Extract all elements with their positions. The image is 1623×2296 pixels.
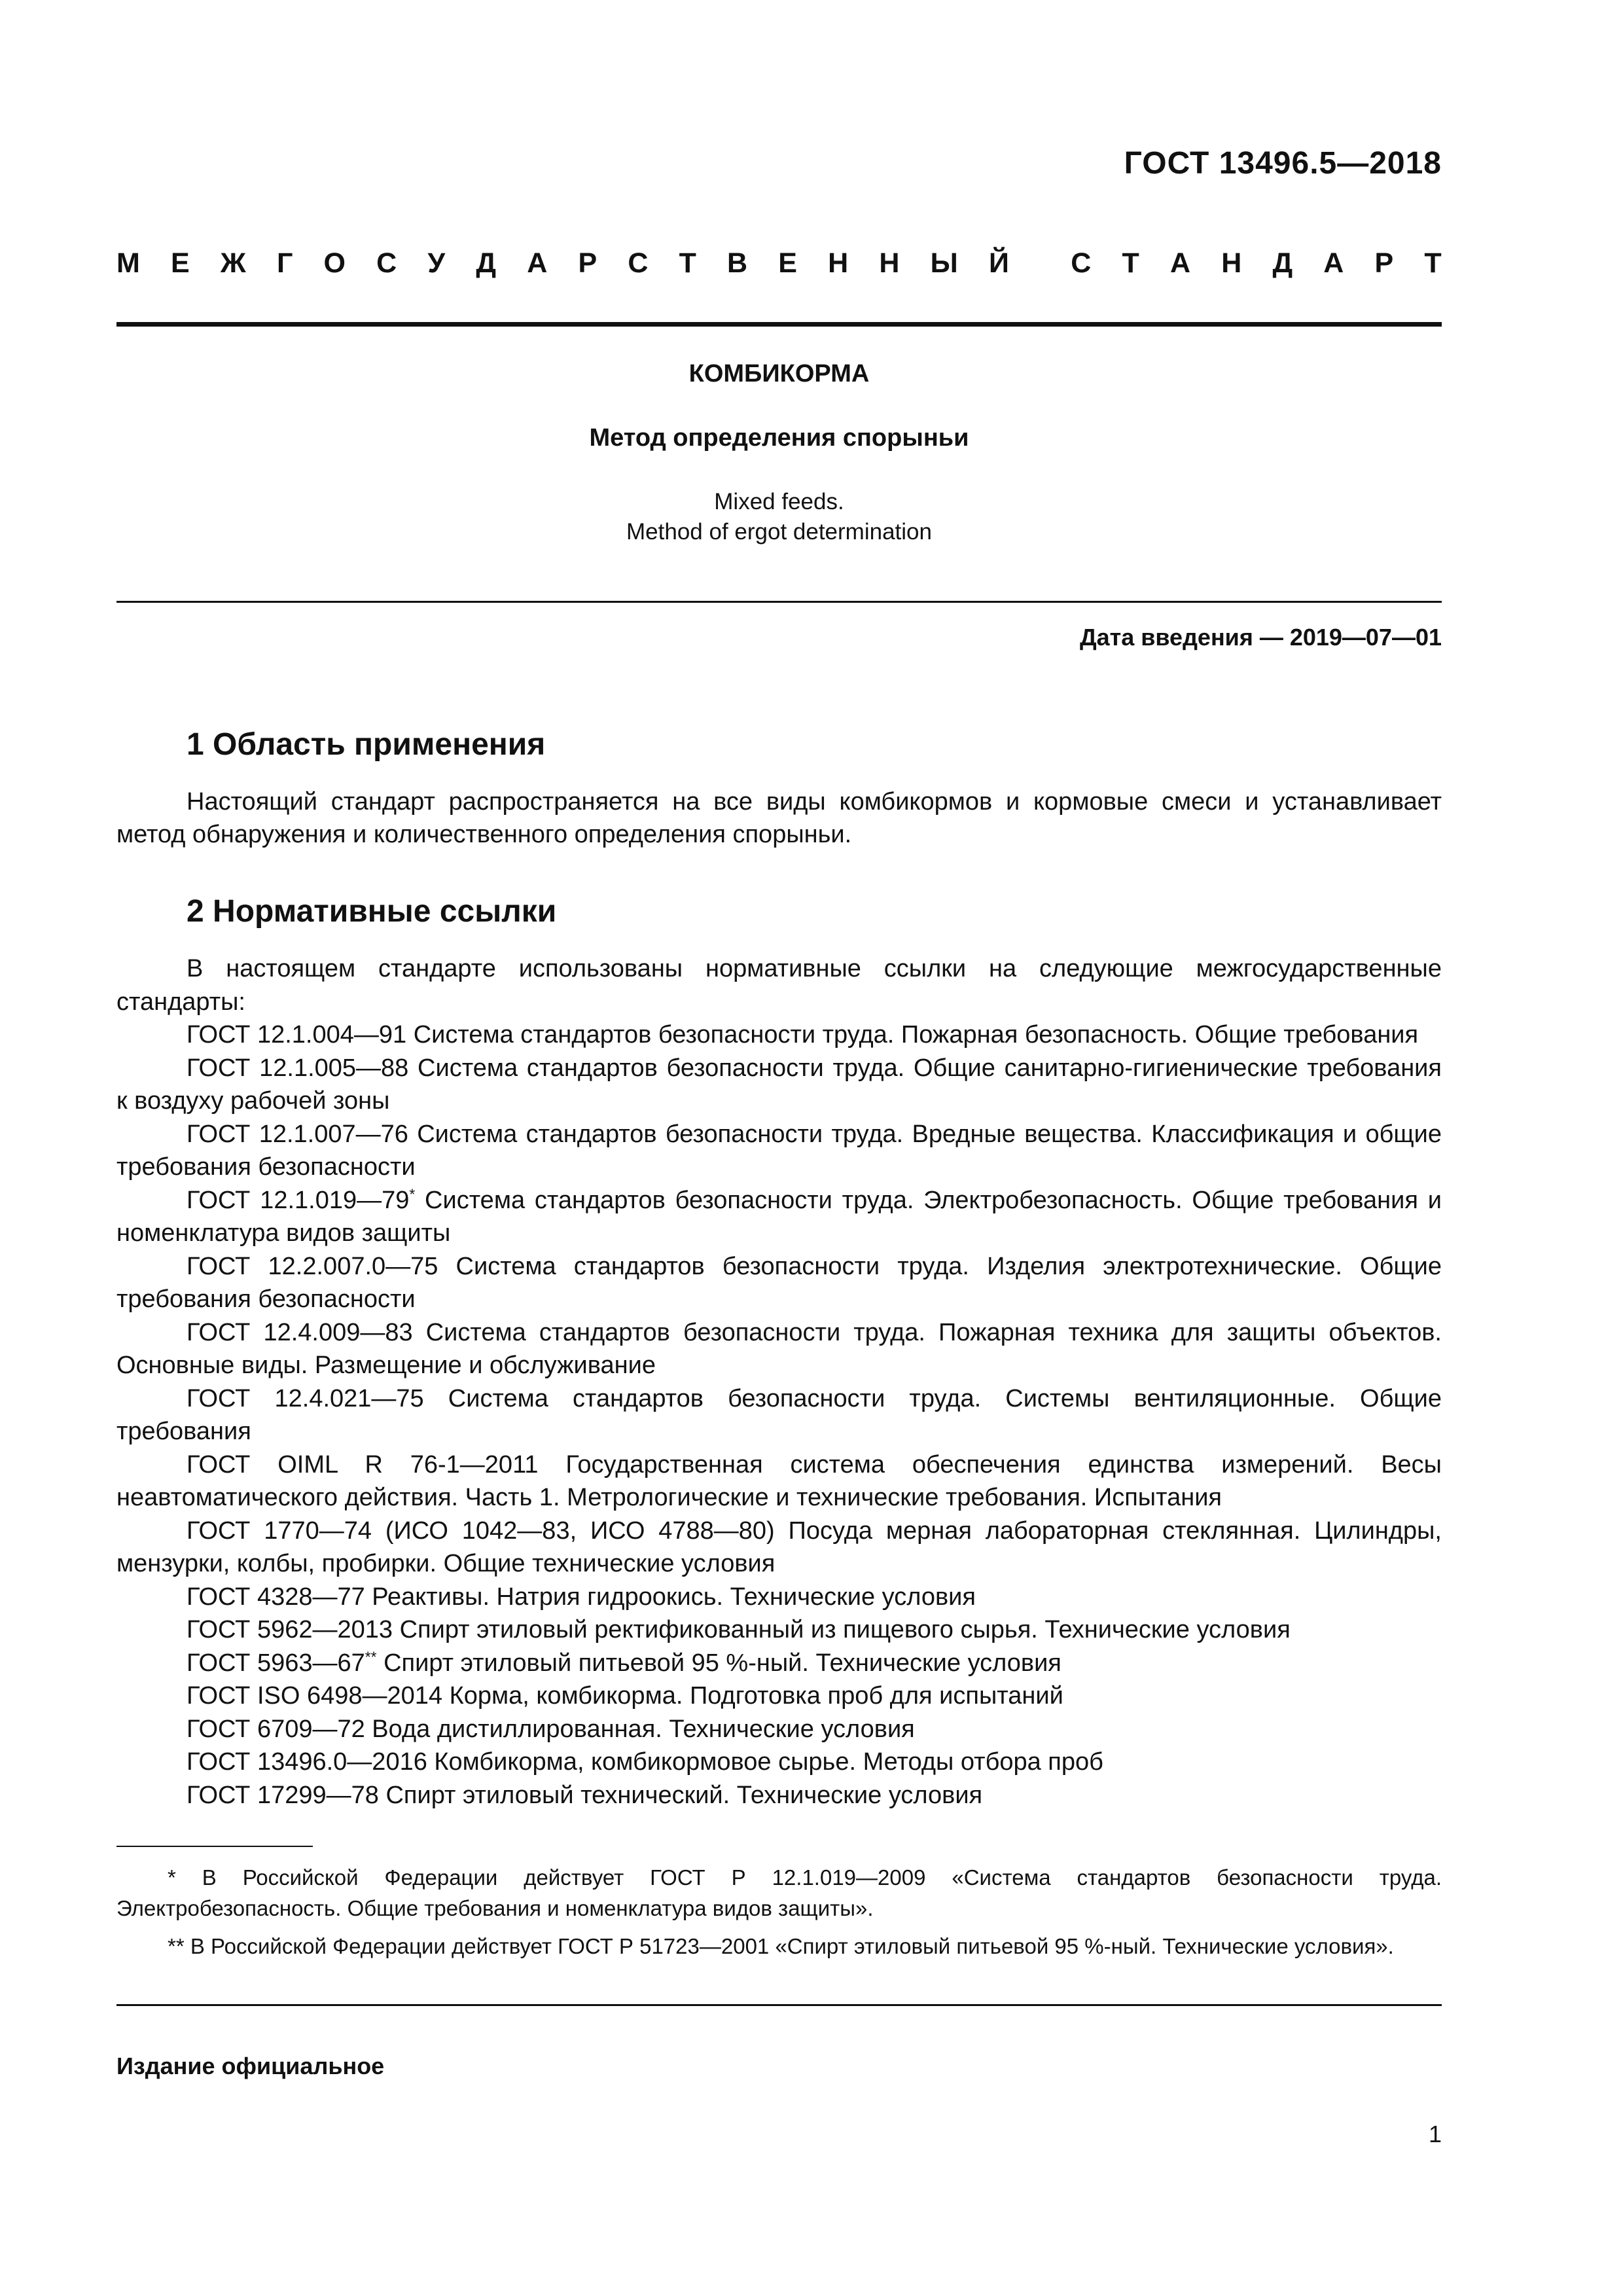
interstate-letter: Ж [220, 247, 246, 279]
references-intro: В настоящем стандарте использованы нормативные ссылки на следующие межгосударственные стандарты: [116, 955, 1442, 1016]
reference-item: ГОСТ 12.4.009—83 Система стандартов безопасности труда. Пожарная техника для защиты объектов. Основные виды. Размещение и обслуживание [116, 1318, 1442, 1379]
interstate-standard-heading [116, 247, 1442, 279]
document-code: ГОСТ 13496.5—2018 [1124, 146, 1442, 181]
interstate-letter: О [323, 247, 346, 279]
title-rule [116, 601, 1442, 603]
reference-item: ГОСТ 17299—78 Спирт этиловый технический. Технические условия [187, 1781, 983, 1809]
normative-references [116, 952, 1442, 1812]
document-title: КОМБИКОРМА [688, 360, 870, 387]
reference-title: Система стандартов безопасности труда. Электробезопасность. Общие требования и номенклатура видов защиты [116, 1186, 1442, 1247]
interstate-letter: Д [1272, 247, 1293, 279]
interstate-letter: Ы [930, 247, 958, 279]
interstate-letter: Т [679, 247, 696, 279]
interstate-letter: Д [476, 247, 496, 279]
footnote-marker: ** [365, 1647, 377, 1665]
interstate-letter: С [376, 247, 397, 279]
reference-item [116, 1647, 1442, 1680]
reference-item [116, 1184, 1442, 1250]
reference-code: ГОСТ 5963—67 [187, 1649, 365, 1677]
interstate-letter: А [1323, 247, 1344, 279]
interstate-letter: Е [778, 247, 797, 279]
reference-item: ГОСТ 12.2.007.0—75 Система стандартов безопасности труда. Изделия электротехнические. Общие требования безопасности [116, 1252, 1442, 1313]
reference-title: Спирт этиловый питьевой 95 %-ный. Технические условия [376, 1649, 1061, 1677]
interstate-letter: Г [276, 247, 293, 279]
reference-item: ГОСТ 4328—77 Реактивы. Натрия гидроокись. Технические условия [187, 1583, 976, 1611]
interstate-letter: Т [1424, 247, 1442, 279]
section-1-text: Настоящий стандарт распространяется на все виды комбикормов и кормовые смеси и устанавливает метод обнаружения и количественного определения спорыньи. [116, 788, 1442, 848]
interstate-letter: У [427, 247, 446, 279]
interstate-letter: Й [988, 247, 1009, 279]
interstate-letter: Р [1374, 247, 1394, 279]
reference-item: ГОСТ 12.1.005—88 Система стандартов безопасности труда. Общие санитарно-гигиенические требования к воздуху рабочей зоны [116, 1054, 1442, 1115]
interstate-letter: В [727, 247, 748, 279]
footer-rule [116, 2004, 1442, 2006]
english-title [116, 487, 1442, 547]
header-rule [116, 322, 1442, 327]
reference-item: ГОСТ 5962—2013 Спирт этиловый ректификованный из пищевого сырья. Технические условия [187, 1616, 1291, 1643]
reference-item: ГОСТ 1770—74 (ИСО 1042—83, ИСО 4788—80) Посуда мерная лабораторная стеклянная. Цилиндры, мензурки, колбы, пробирки. Общие технические условия [116, 1516, 1442, 1577]
interstate-letter: Н [879, 247, 900, 279]
footnote-marker: * [409, 1185, 416, 1202]
reference-item: ГОСТ ISO 6498—2014 Корма, комбикорма. Подготовка проб для испытаний [187, 1682, 1063, 1710]
english-title-line-1: Mixed feeds. [714, 489, 844, 514]
interstate-letter: М [116, 247, 140, 279]
footnote-2: ** В Российской Федерации действует ГОСТ Р 51723—2001 «Спирт этиловый питьевой 95 %-ный. Технические условия». [168, 1934, 1394, 1958]
reference-item: ГОСТ 6709—72 Вода дистиллированная. Технические условия [187, 1715, 915, 1743]
reference-item: ГОСТ 12.1.007—76 Система стандартов безопасности труда. Вредные вещества. Классификация и общие требования безопасности [116, 1120, 1442, 1181]
interstate-letter: Р [578, 247, 597, 279]
reference-item: ГОСТ OIML R 76-1—2011 Государственная система обеспечения единства измерений. Весы неавтоматического действия. Часть 1. Метрологические и технические требования. Испытания [116, 1450, 1442, 1511]
interstate-letter: Н [828, 247, 849, 279]
page-number: 1 [1428, 2121, 1442, 2147]
document-subtitle: Метод определения спорыньи [589, 424, 969, 452]
introduction-date: Дата введения — 2019—07—01 [1079, 624, 1442, 651]
section-1-heading: 1 Область применения [187, 727, 546, 762]
interstate-letter: Т [1122, 247, 1139, 279]
reference-code: ГОСТ 12.1.019—79 [187, 1186, 410, 1214]
interstate-letter: С [1071, 247, 1092, 279]
interstate-letter: А [1169, 247, 1191, 279]
interstate-letter: Е [171, 247, 190, 279]
footnote-1: * В Российской Федерации действует ГОСТ Р 12.1.019—2009 «Система стандартов безопасности труда. Электробезопасность. Общие требования и номенклатура видов защиты». [116, 1865, 1442, 1920]
official-edition-label: Издание официальное [116, 2053, 385, 2079]
reference-item: ГОСТ 12.4.021—75 Система стандартов безопасности труда. Системы вентиляционные. Общие требования [116, 1384, 1442, 1445]
section-2-heading: 2 Нормативные ссылки [187, 894, 557, 929]
interstate-letter: Н [1221, 247, 1242, 279]
reference-item: ГОСТ 12.1.004—91 Система стандартов безопасности труда. Пожарная безопасность. Общие требования [187, 1021, 1419, 1049]
interstate-letter: А [527, 247, 548, 279]
footnote-separator [116, 1846, 313, 1847]
english-title-line-2: Method of ergot determination [626, 519, 932, 545]
interstate-letter: С [628, 247, 649, 279]
reference-item: ГОСТ 13496.0—2016 Комбикорма, комбикормовое сырье. Методы отбора проб [187, 1748, 1103, 1776]
